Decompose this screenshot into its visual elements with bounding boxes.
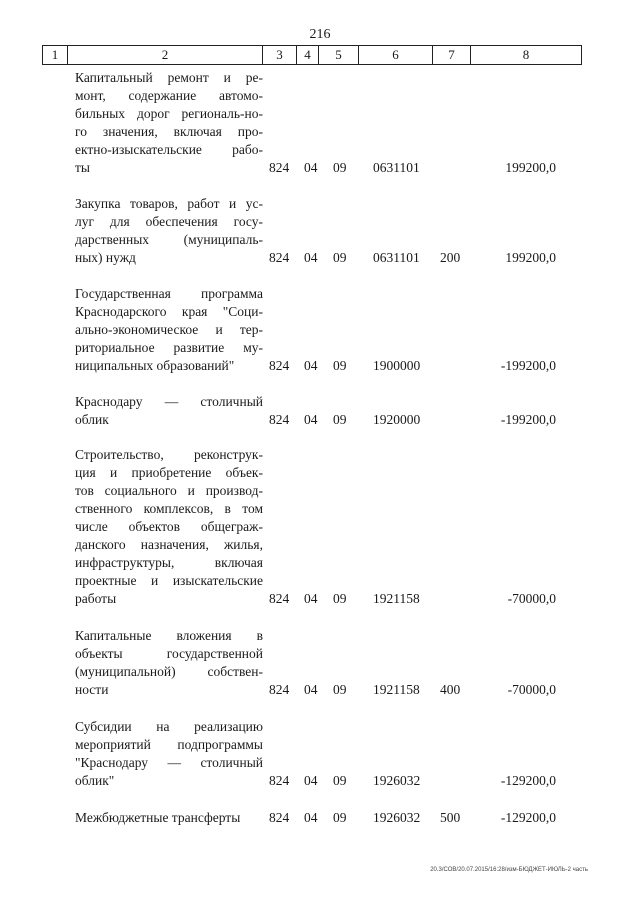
row-description <box>75 69 263 177</box>
cell-ministry-code: 824 <box>269 250 290 265</box>
cell-target-code: 1900000 <box>373 358 421 373</box>
cell-section: 04 <box>304 412 318 427</box>
description-line: ности <box>75 682 109 697</box>
cell-subsection: 09 <box>333 250 347 265</box>
description-line: ты <box>75 160 90 175</box>
cell-subsection: 09 <box>333 160 347 175</box>
description-line: мероприятий подпрограммы <box>75 737 263 752</box>
cell-amount: -70000,0 <box>507 682 556 697</box>
cell-subsection: 09 <box>333 682 347 697</box>
cell-subsection: 09 <box>333 773 347 788</box>
cell-ministry-code: 824 <box>269 160 290 175</box>
description-line: бильных дорог региональ-но- <box>75 106 263 121</box>
column-header-5: 5 <box>319 46 359 64</box>
description-line: Краснодару — столичный <box>75 394 263 409</box>
cell-subsection: 09 <box>333 412 347 427</box>
description-line: Закупка товаров, работ и ус- <box>75 196 263 211</box>
cell-section: 04 <box>304 591 318 606</box>
row-description <box>75 393 263 429</box>
description-line: го значения, включая про- <box>75 124 263 139</box>
description-line: Межбюджетные трансферты <box>75 810 241 825</box>
cell-expense-type: 400 <box>440 682 461 697</box>
description-line: ственного комплексов, в том <box>75 501 263 516</box>
description-line: ных) нужд <box>75 250 136 265</box>
description-line: облик" <box>75 773 115 788</box>
description-line: работы <box>75 591 117 606</box>
cell-target-code: 1926032 <box>373 773 421 788</box>
row-description <box>75 627 263 699</box>
description-line: ектно-изыскательские рабо- <box>75 142 263 157</box>
row-description <box>75 809 263 827</box>
cell-ministry-code: 824 <box>269 682 290 697</box>
column-header-7: 7 <box>433 46 471 64</box>
cell-target-code: 1921158 <box>373 682 420 697</box>
description-line: риториальное развитие му- <box>75 340 263 355</box>
cell-amount: 199200,0 <box>505 160 556 175</box>
cell-ministry-code: 824 <box>269 810 290 825</box>
cell-amount: -129200,0 <box>500 773 556 788</box>
cell-section: 04 <box>304 682 318 697</box>
cell-ministry-code: 824 <box>269 773 290 788</box>
cell-amount: -199200,0 <box>500 358 556 373</box>
description-line: облик <box>75 412 109 427</box>
column-header-6: 6 <box>359 46 433 64</box>
cell-subsection: 09 <box>333 810 347 825</box>
cell-ministry-code: 824 <box>269 412 290 427</box>
cell-subsection: 09 <box>333 358 347 373</box>
description-line: тов социального и производ- <box>75 483 263 498</box>
cell-section: 04 <box>304 810 318 825</box>
cell-amount: -70000,0 <box>507 591 556 606</box>
column-header-row <box>42 45 582 65</box>
cell-section: 04 <box>304 250 318 265</box>
column-header-8: 8 <box>522 47 530 62</box>
cell-section: 04 <box>304 773 318 788</box>
row-description <box>75 195 263 267</box>
description-line: проектные и изыскательские <box>75 573 263 588</box>
cell-expense-type: 500 <box>440 810 461 825</box>
description-line: "Краснодару — столичный <box>75 755 263 770</box>
cell-section: 04 <box>304 160 318 175</box>
description-line: Краснодарского края "Соци- <box>75 304 263 319</box>
row-description <box>75 446 263 608</box>
cell-expense-type: 200 <box>440 250 461 265</box>
description-line: Капитальный ремонт и ре- <box>75 70 263 85</box>
description-line: (муниципальной) собствен- <box>75 664 263 679</box>
row-description <box>75 285 263 375</box>
cell-ministry-code: 824 <box>269 358 290 373</box>
cell-subsection: 09 <box>333 591 347 606</box>
cell-target-code: 0631101 <box>373 250 420 265</box>
description-line: Строительство, реконструк- <box>75 447 263 462</box>
cell-amount: -129200,0 <box>500 810 556 825</box>
column-header-3: 3 <box>263 46 297 64</box>
cell-amount: -199200,0 <box>500 412 556 427</box>
page-number: 216 <box>309 27 331 42</box>
cell-ministry-code: 824 <box>269 591 290 606</box>
cell-section: 04 <box>304 358 318 373</box>
description-line: инфраструктуры, включая <box>75 555 263 570</box>
description-line: Капитальные вложения в <box>75 628 263 643</box>
description-line: луг для обеспечения госу- <box>75 214 263 229</box>
row-description <box>75 718 263 790</box>
description-line: ция и приобретение объек- <box>75 465 263 480</box>
column-header-1: 1 <box>43 46 68 64</box>
description-line: ниципальных образований" <box>75 358 235 373</box>
description-line: объекты государственной <box>75 646 263 661</box>
document-footer-stamp: 20.3/СОВ/20.07.2015/16:28/изм-БЮДЖЕТ-ИЮЛЬ-2 часть <box>430 867 588 873</box>
description-line: Государственная программа <box>75 286 263 301</box>
description-line: монт, содержание автомо- <box>75 88 263 103</box>
cell-target-code: 1926032 <box>373 810 421 825</box>
cell-amount: 199200,0 <box>505 250 556 265</box>
description-line: числе объектов общеграж- <box>75 519 263 534</box>
description-line: данского назначения, жилья, <box>75 537 263 552</box>
description-line: дарственных (муниципаль- <box>75 232 263 247</box>
column-header-2: 2 <box>68 46 263 64</box>
description-line: Субсидии на реализацию <box>75 719 263 734</box>
column-header-4: 4 <box>297 46 319 64</box>
cell-target-code: 0631101 <box>373 160 420 175</box>
description-line: ально-экономическое и тер- <box>75 322 263 337</box>
cell-target-code: 1920000 <box>373 412 421 427</box>
cell-target-code: 1921158 <box>373 591 420 606</box>
